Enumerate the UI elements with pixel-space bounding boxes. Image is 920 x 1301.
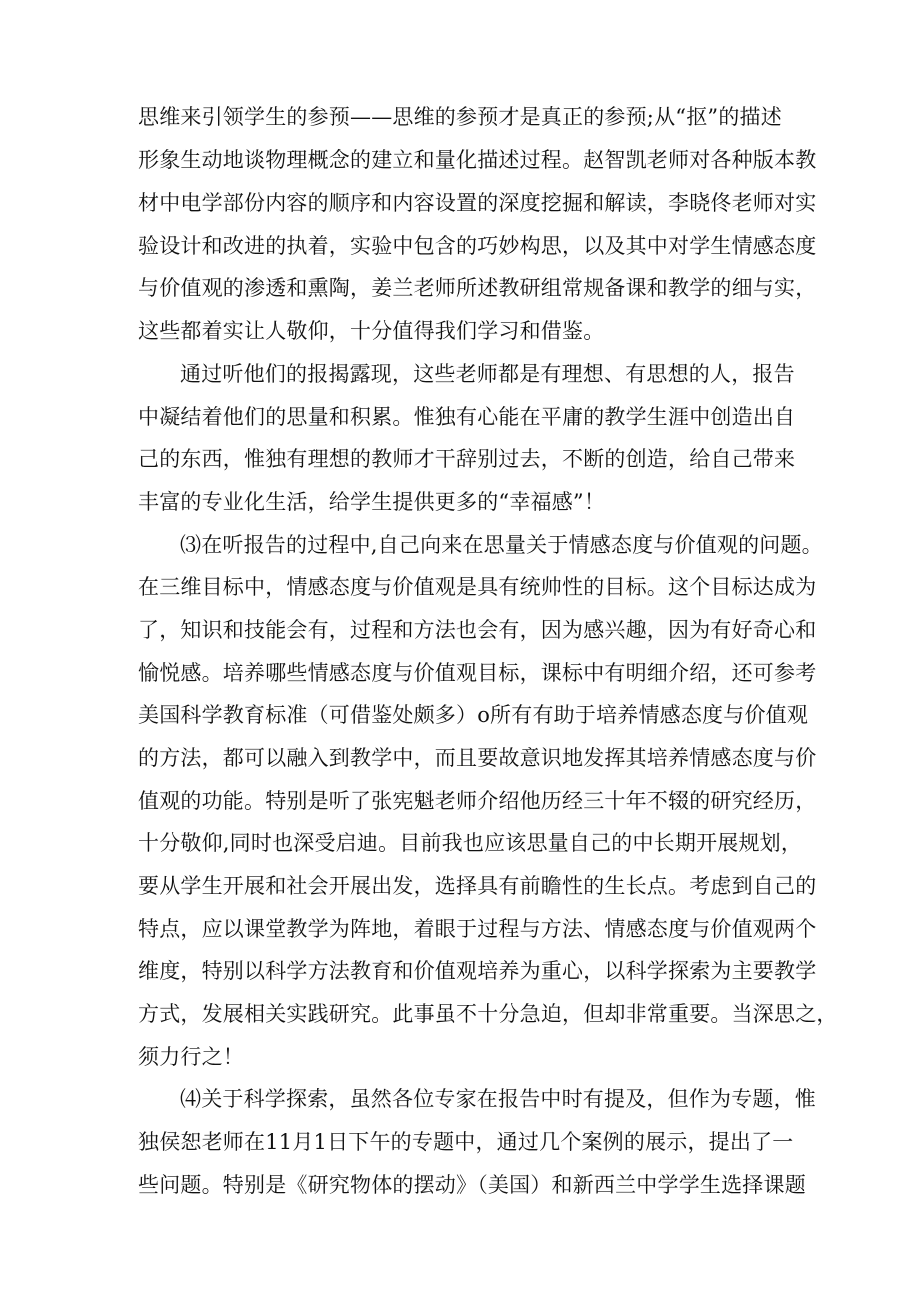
text-line: 与价值观的渗透和熏陶，姜兰老师所述教研组常规备课和教学的细与实，	[138, 276, 817, 300]
paragraph-first-line: 通过听他们的报揭露现，这些老师都是有理想、有思想的人，报告	[180, 362, 795, 386]
text-line: 了，知识和技能会有，过程和方法也会有，因为感兴趣，因为有好奇心和	[138, 618, 817, 642]
text-line: 思维来引领学生的参预——思维的参预才是真正的参预;从“抠”的描述	[138, 105, 782, 129]
text-line: 验设计和改进的执着，实验中包含的巧妙构思，以及其中对学生情感态度	[138, 234, 817, 258]
text-line: 形象生动地谈物理概念的建立和量化描述过程。赵智凯老师对各种版本教	[138, 148, 817, 172]
text-line: 中凝结着他们的思量和积累。惟独有心能在平庸的教学生涯中创造出自	[138, 405, 796, 429]
text-line: 特点，应以课堂教学为阵地，着眼于过程与方法、情感态度与价值观两个	[138, 917, 817, 941]
text-line: 须力行之！	[138, 1045, 244, 1069]
text-line: 愉悦感。培养哪些情感态度与价值观目标，课标中有明细介绍，还可参考	[138, 661, 817, 685]
paragraph-first-line: ⑷关于科学探索，虽然各位专家在报告中时有提及，但作为专题，惟	[180, 1087, 816, 1111]
text-line: 美国科学教育标准（可借鉴处颇多）o所有有助于培养情感态度与价值观	[138, 703, 809, 727]
paragraph-first-line: ⑶在听报告的过程中,自己向来在思量关于情感态度与价值观的问题。	[180, 533, 823, 557]
text-line: 方式，发展相关实践研究。此事虽不十分急迫，但却非常重要。当深思之，	[138, 1002, 838, 1026]
text-line: 的方法，都可以融入到教学中，而且要故意识地发挥其培养情感态度与价	[138, 746, 817, 770]
text-line: 要从学生开展和社会开展出发，选择具有前瞻性的生长点。考虑到自己的	[138, 874, 817, 898]
text-line: 十分敬仰,同时也深受启迪。目前我也应该思量自己的中长期开展规划，	[138, 831, 803, 855]
text-line: 独侯恕老师在11月1日下午的专题中，通过几个案例的展示，提出了一	[138, 1130, 794, 1154]
text-line: 己的东西，惟独有理想的教师才干辞别过去，不断的创造，给自己带来	[138, 447, 796, 471]
text-line: 丰富的专业化生活，给学生提供更多的“幸福感”！	[138, 490, 606, 514]
text-line: 维度，特别以科学方法教育和价值观培养为重心，以科学探索为主要教学	[138, 959, 817, 983]
text-line: 材中电学部份内容的顺序和内容设置的深度挖掘和解读，李晓佟老师对实	[138, 191, 817, 215]
text-line: 这些都着实让人敬仰，十分值得我们学习和借鉴。	[138, 319, 605, 343]
text-line: 些问题。特别是《研究物体的摆动》（美国）和新西兰中学学生选择课题	[138, 1173, 806, 1197]
text-line: 值观的功能。特别是听了张宪魁老师介绍他历经三十年不辍的研究经历，	[138, 789, 817, 813]
text-line: 在三维目标中，情感态度与价值观是具有统帅性的目标。这个目标达成为	[138, 575, 817, 599]
